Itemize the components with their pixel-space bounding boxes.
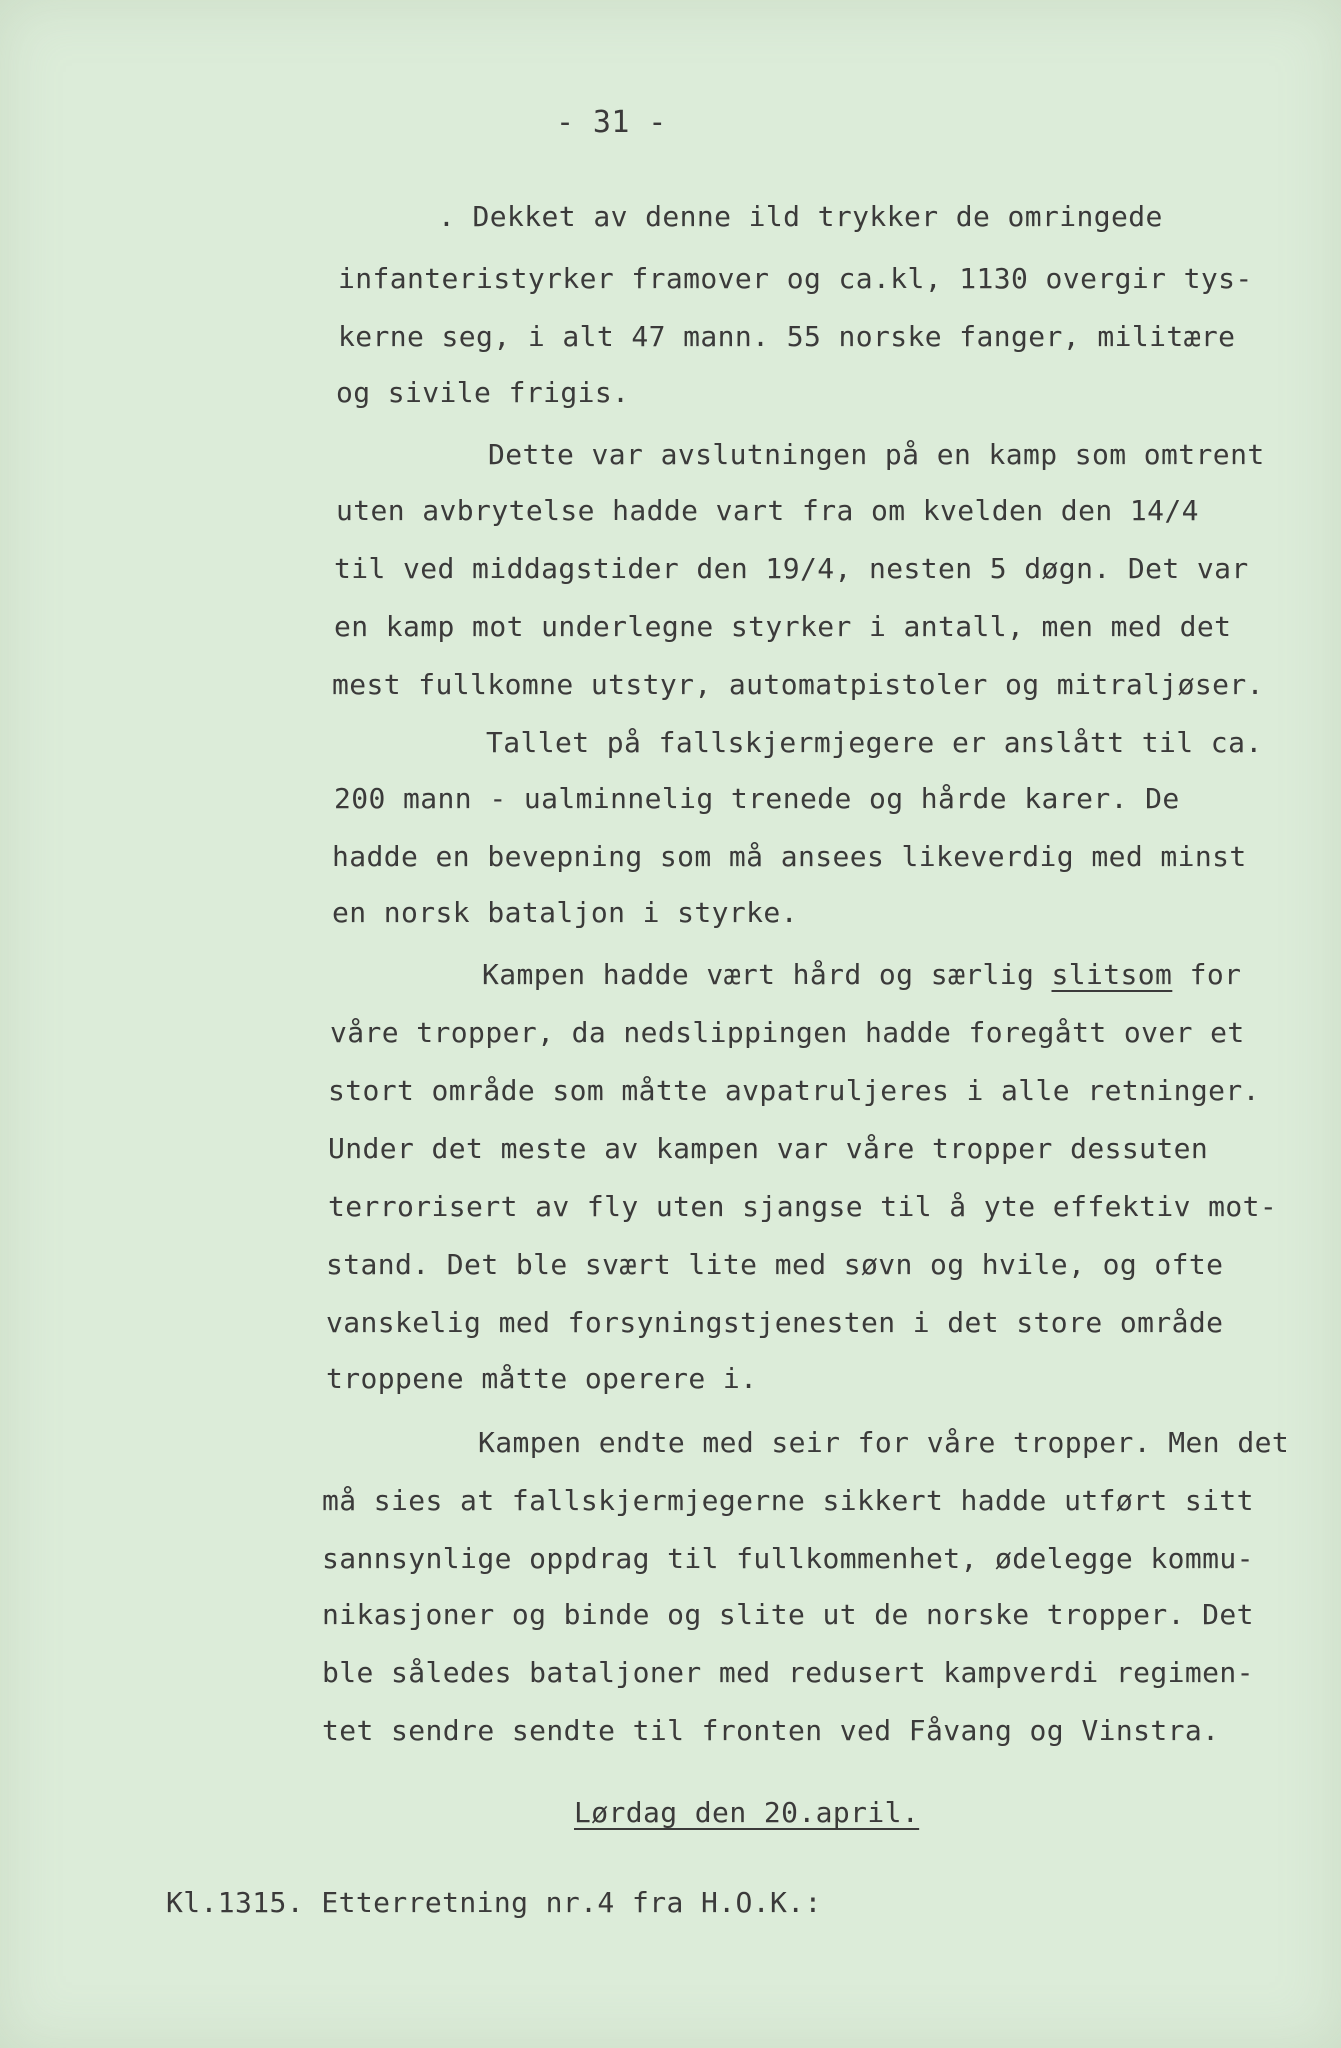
paragraph-2-line-5: mest fullkomne utstyr, automatpistoler og mitraljøser. xyxy=(332,668,1264,701)
paragraph-5-line-1: Kampen endte med seir for våre tropper. Men det xyxy=(478,1426,1290,1459)
paragraph-2-line-4: en kamp mot underlegne styrker i antall, men med det xyxy=(334,610,1232,643)
paragraph-5-line-4: nikasjoner og binde og slite ut de norske tropper. Det xyxy=(322,1598,1254,1631)
paragraph-5-line-2: må sies at fallskjermjegerne sikkert hadde utført sitt xyxy=(322,1484,1254,1517)
paragraph-5-line-5: ble således bataljoner med redusert kampverdi regimen- xyxy=(322,1656,1254,1689)
paragraph-4-line-1 xyxy=(482,958,1241,992)
log-entry: Kl.1315. Etterretning nr.4 fra H.O.K.: xyxy=(166,1886,822,1919)
paragraph-4-line-8: troppene måtte operere i. xyxy=(326,1362,758,1395)
paragraph-4-line-1-start: Kampen hadde vært hård og særlig xyxy=(482,958,1052,991)
paragraph-5-line-3: sannsynlige oppdrag til fullkommenhet, ødelegge kommu- xyxy=(322,1542,1254,1575)
paragraph-1-line-1: . Dekket av denne ild trykker de omringede xyxy=(438,200,1163,233)
paragraph-4-line-2: våre tropper, da nedslippingen hadde foregått over et xyxy=(330,1016,1245,1049)
paragraph-1-line-2: infanteristyrker framover og ca.kl, 1130 overgir tys- xyxy=(338,262,1253,295)
section-heading: Lørdag den 20.april. xyxy=(574,1796,920,1829)
paragraph-4-line-4: Under det meste av kampen var våre tropper dessuten xyxy=(328,1132,1209,1165)
paragraph-1-line-3: kerne seg, i alt 47 mann. 55 norske fanger, militære xyxy=(338,320,1236,353)
paragraph-2-line-3: til ved middagstider den 19/4, nesten 5 døgn. Det var xyxy=(334,552,1249,585)
paragraph-4-line-1-end: for xyxy=(1172,958,1242,991)
paragraph-2-line-1: Dette var avslutningen på en kamp som omtrent xyxy=(488,438,1265,471)
paragraph-4-line-6: stand. Det ble svært lite med søvn og hvile, og ofte xyxy=(326,1248,1224,1281)
paragraph-3-line-1: Tallet på fallskjermjegere er anslått til ca. xyxy=(486,726,1263,759)
paragraph-4-line-3: stort område som måtte avpatruljeres i alle retninger. xyxy=(328,1074,1260,1107)
underlined-word: slitsom xyxy=(1051,958,1173,991)
paragraph-5-line-6: tet sendre sendte til fronten ved Fåvang og Vinstra. xyxy=(322,1714,1220,1747)
paragraph-3-line-4: en norsk bataljon i styrke. xyxy=(332,896,798,929)
page-number: - 31 - xyxy=(556,105,667,140)
paragraph-1-line-4: og sivile frigis. xyxy=(336,376,630,409)
paragraph-3-line-2: 200 mann - ualminnelig trenede og hårde karer. De xyxy=(334,782,1180,815)
paragraph-3-line-3: hadde en bevepning som må ansees likeverdig med minst xyxy=(332,840,1247,873)
paragraph-2-line-2: uten avbrytelse hadde vart fra om kvelden den 14/4 xyxy=(336,494,1199,527)
paragraph-4-line-7: vanskelig med forsyningstjenesten i det store område xyxy=(326,1306,1224,1339)
paragraph-4-line-5: terrorisert av fly uten sjangse til å yte effektiv mot- xyxy=(328,1190,1278,1223)
